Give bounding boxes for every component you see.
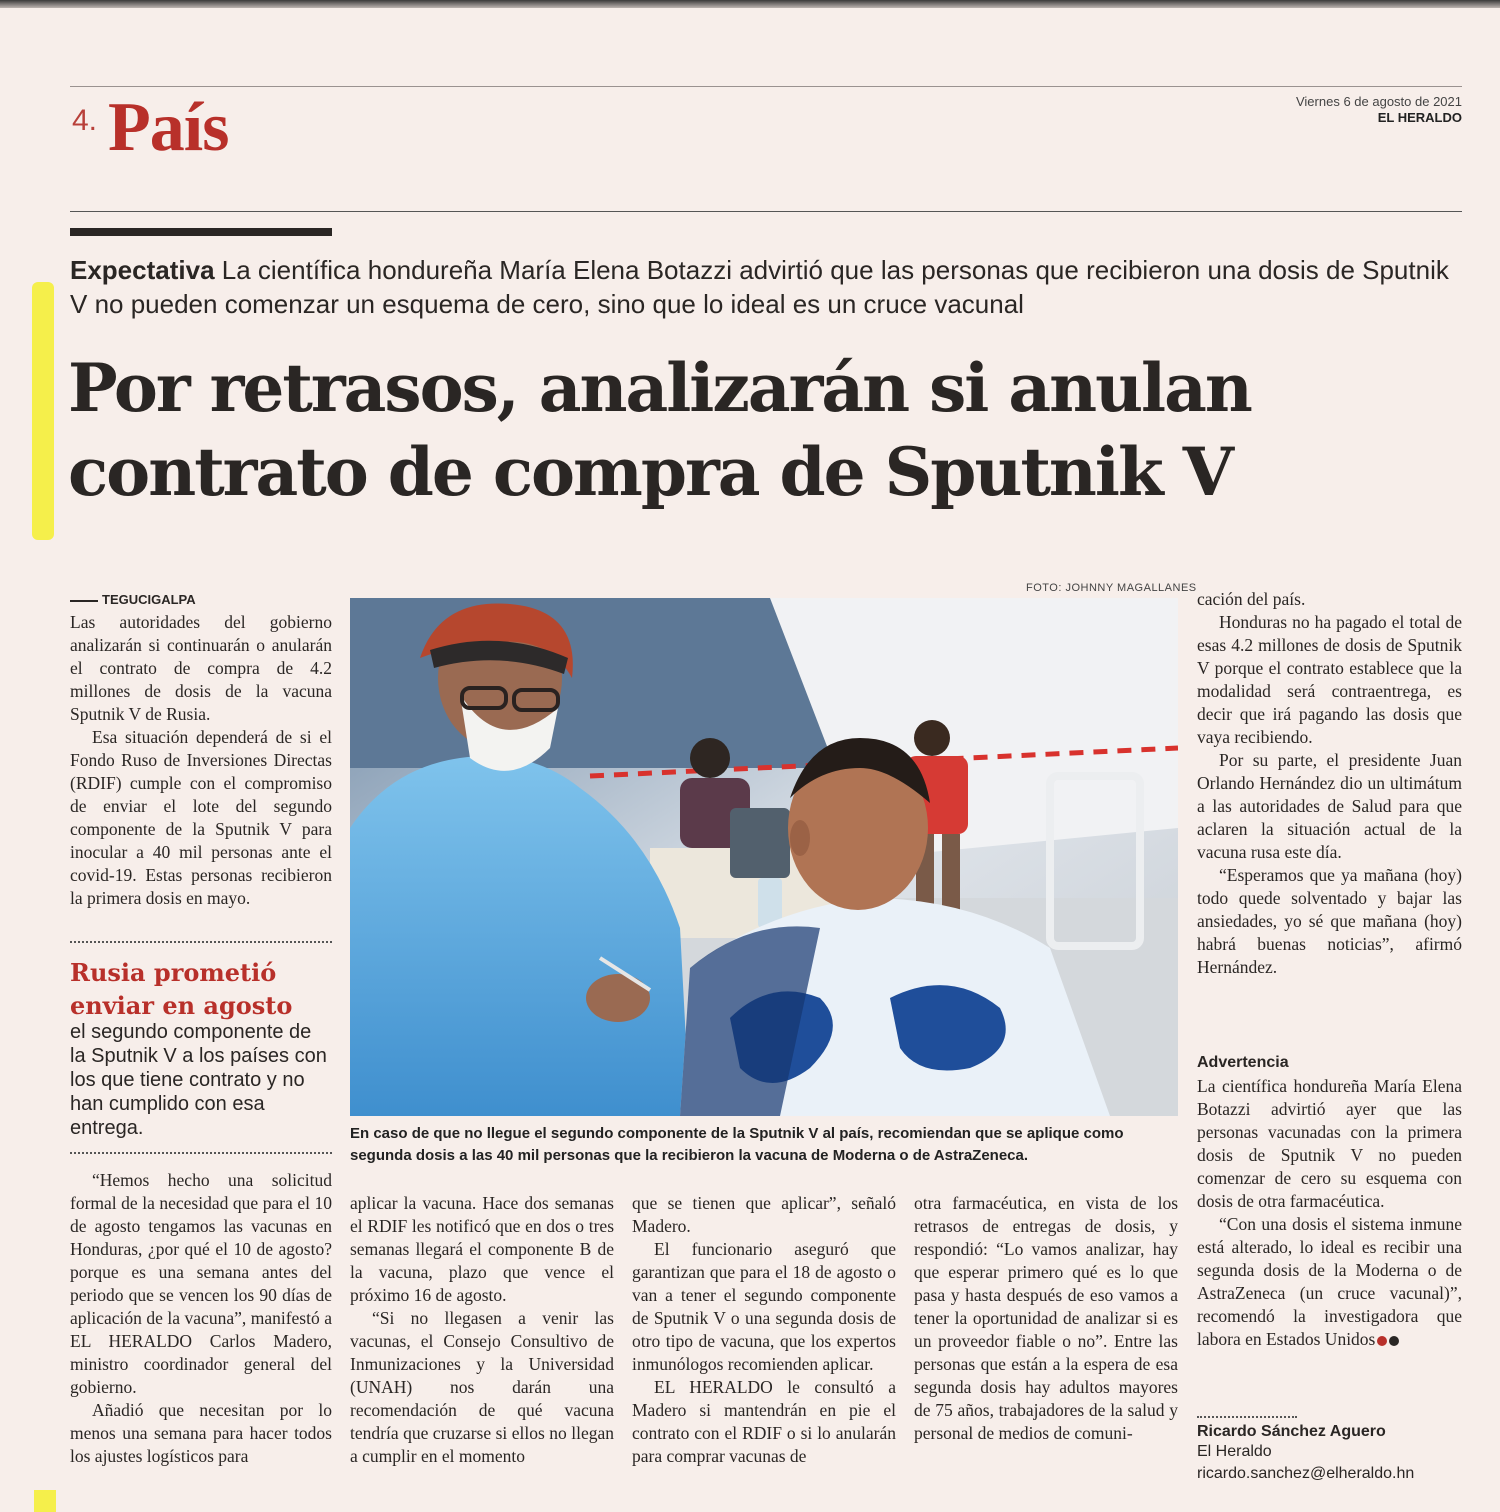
headline-line-2: contrato de compra de Sputnik V: [68, 433, 1232, 511]
headline-line-1: Por retrasos, analizarán si anulan: [68, 349, 1251, 427]
subhead-advertencia: Advertencia: [1197, 1054, 1289, 1071]
highlighter-mark-bottom: [34, 1490, 56, 1512]
paragraph: El funcionario aseguró que garantizan que para el 18 de agosto o van a tener el segundo componente de Sputnik V o una segunda dosis de otro tipo de vacuna, que los expertos inmunólogos recomienden aplicar.: [632, 1239, 896, 1374]
paragraph: [1197, 1213, 1462, 1351]
newspaper-name: EL HERALDO: [1377, 110, 1462, 125]
column-5-top: [1197, 588, 1462, 979]
paragraph: aplicar la vacuna. Hace dos semanas el RDIF les notificó que en dos o tres semanas llegará el componente B de la vacuna, plazo que vence el próximo 16 de agosto.: [350, 1193, 614, 1305]
paragraph: Las autoridades del gobierno analizarán si continuarán o anularán el contrato de compra de 4.2 millones de dosis de la vacuna Sputnik V de Rusia.: [70, 612, 332, 724]
deck: [70, 253, 1470, 321]
paragraph: Por su parte, el presidente Juan Orlando Hernández dio un ultimátum a las autoridades de Salud para que aclaren la situación actual de la vacuna rusa este día.: [1197, 750, 1462, 862]
section-number: 4.: [72, 104, 98, 137]
pullquote-top-rule: [70, 941, 332, 943]
column-2: [350, 1192, 614, 1468]
paragraph: EL HERALDO le consultó a Madero si mantendrán en pie el contrato con el RDIF o si lo anularán para comprar vacunas de: [632, 1377, 896, 1466]
deck-label: Expectativa: [70, 255, 215, 285]
byline-rule: [1197, 1416, 1297, 1418]
header-top-rule: [70, 86, 1462, 87]
byline-email: ricardo.sanchez@elheraldo.hn: [1197, 1465, 1415, 1482]
issue-date: Viernes 6 de agosto de 2021: [1295, 94, 1462, 109]
paragraph: que se tienen que aplicar”, señaló Madero.: [632, 1193, 896, 1236]
section-name: País: [108, 89, 229, 166]
kicker-bar: [70, 228, 332, 236]
paragraph: Honduras no ha pagado el total de esas 4.2 millones de dosis de Sputnik V porque el contrato establece que la modalidad será contraentrega, es decir que irá pagando las dosis que vaya recibiendo.: [1197, 612, 1462, 747]
paragraph: Esa situación dependerá de si el Fondo Ruso de Inversiones Directas (RDIF) cumple con el compromiso de enviar el lote del segundo componente de la Sputnik V para inocular a 40 mil personas ante el covid-19. Estas personas recibieron la primera dosis en mayo.: [70, 727, 332, 908]
paragraph: otra farmacéutica, en vista de los retrasos de entregas de dosis, y respondió: “Lo vamos analizar, hay que esperar primero qué es lo que pasa y hasta después de eso vamos a tener la oportunidad de analizar si es un proveedor fiable o no”. Entre las personas que están a la espera de esa segunda dosis hay adultos mayores de 75 años, trabajadores de la salud y personal de medios de comuni-: [914, 1193, 1178, 1443]
highlighter-mark: [32, 282, 54, 540]
paragraph: “Si no llegasen a venir las vacunas, el Consejo Consultivo de Inmunizaciones y la Universidad (UNAH) nos darán una recomendación de qué vacuna tendría que cruzarse si ellos no llegan a cumplir en el momento: [350, 1308, 614, 1466]
pullquote-bottom-rule: [70, 1152, 332, 1154]
paragraph: cación del país.: [1197, 589, 1306, 609]
paragraph: “Esperamos que ya mañana (hoy) todo quede solventado y bajar las ansiedades, yo sé que mañana (hoy) habrá buenas noticias”, afirmó Hernández.: [1197, 865, 1462, 977]
pullquote-title: Rusia prometió enviar en agosto: [70, 958, 293, 1020]
paragraph: La científica hondureña María Elena Botazzi advirtió ayer que las personas vacunadas con la primera dosis de Sputnik V no pueden comenzar de cero su esquema con dosis de otra farmacéutica.: [1197, 1076, 1462, 1211]
byline-author: Ricardo Sánchez Aguero: [1197, 1423, 1386, 1440]
vaccination-photo-illustration: [350, 598, 1178, 1116]
column-1-top: [70, 611, 332, 910]
photo-credit: FOTO: JOHNNY MAGALLANES: [1026, 582, 1197, 594]
top-edge: [0, 0, 1500, 8]
column-4: [914, 1192, 1178, 1445]
headline: [68, 346, 1478, 514]
closing-paragraph-text: “Con una dosis el sistema inmune está alterado, lo ideal es recibir una segunda dosis de la Moderna o de AstraZeneca (un cruce vacunal)”, recomendó la investigadora que labora en Estados Unidos: [1197, 1214, 1462, 1349]
news-photo: [350, 598, 1178, 1116]
end-mark-dark-icon: [1389, 1336, 1399, 1346]
paragraph: “Hemos hecho una solicitud formal de la necesidad que para el 10 de agosto tengamos las vacunas en Honduras, ¿por qué el 10 de agosto? porque es una semana antes del periodo que se vencen los 90 días de aplicación de la vacuna”, manifestó a EL HERALDO Carlos Madero, ministro coordinador general del gobierno.: [70, 1170, 332, 1397]
dateline-place: TEGUCIGALPA: [70, 592, 196, 607]
column-5-bottom: [1197, 1075, 1462, 1351]
photo-caption: En caso de que no llegue el segundo componente de la Sputnik V al país, recomiendan que se aplique como segunda dosis a las 40 mil personas que la recibieron la vacuna de Moderna o de AstraZeneca.: [350, 1125, 1124, 1164]
paragraph: Añadió que necesitan por lo menos una semana para hacer todos los ajustes logísticos para: [70, 1400, 332, 1466]
column-1-bottom: [70, 1169, 332, 1468]
end-mark-red-icon: [1377, 1336, 1387, 1346]
byline-outlet: El Heraldo: [1197, 1443, 1272, 1460]
column-3: [632, 1192, 896, 1468]
byline: [1197, 1423, 1462, 1485]
deck-text: La científica hondureña María Elena Botazzi advirtió que las personas que recibieron una dosis de Sputnik V no pueden comenzar un esquema de cero, sino que lo ideal es un cruce vacunal: [70, 255, 1449, 319]
header-bottom-rule: [70, 211, 1462, 212]
dateline: [1296, 94, 1462, 126]
pullquote-body: el segundo componente de la Sputnik V a los países con los que tiene contrato y no han cumplido con esa entrega.: [70, 1021, 327, 1139]
